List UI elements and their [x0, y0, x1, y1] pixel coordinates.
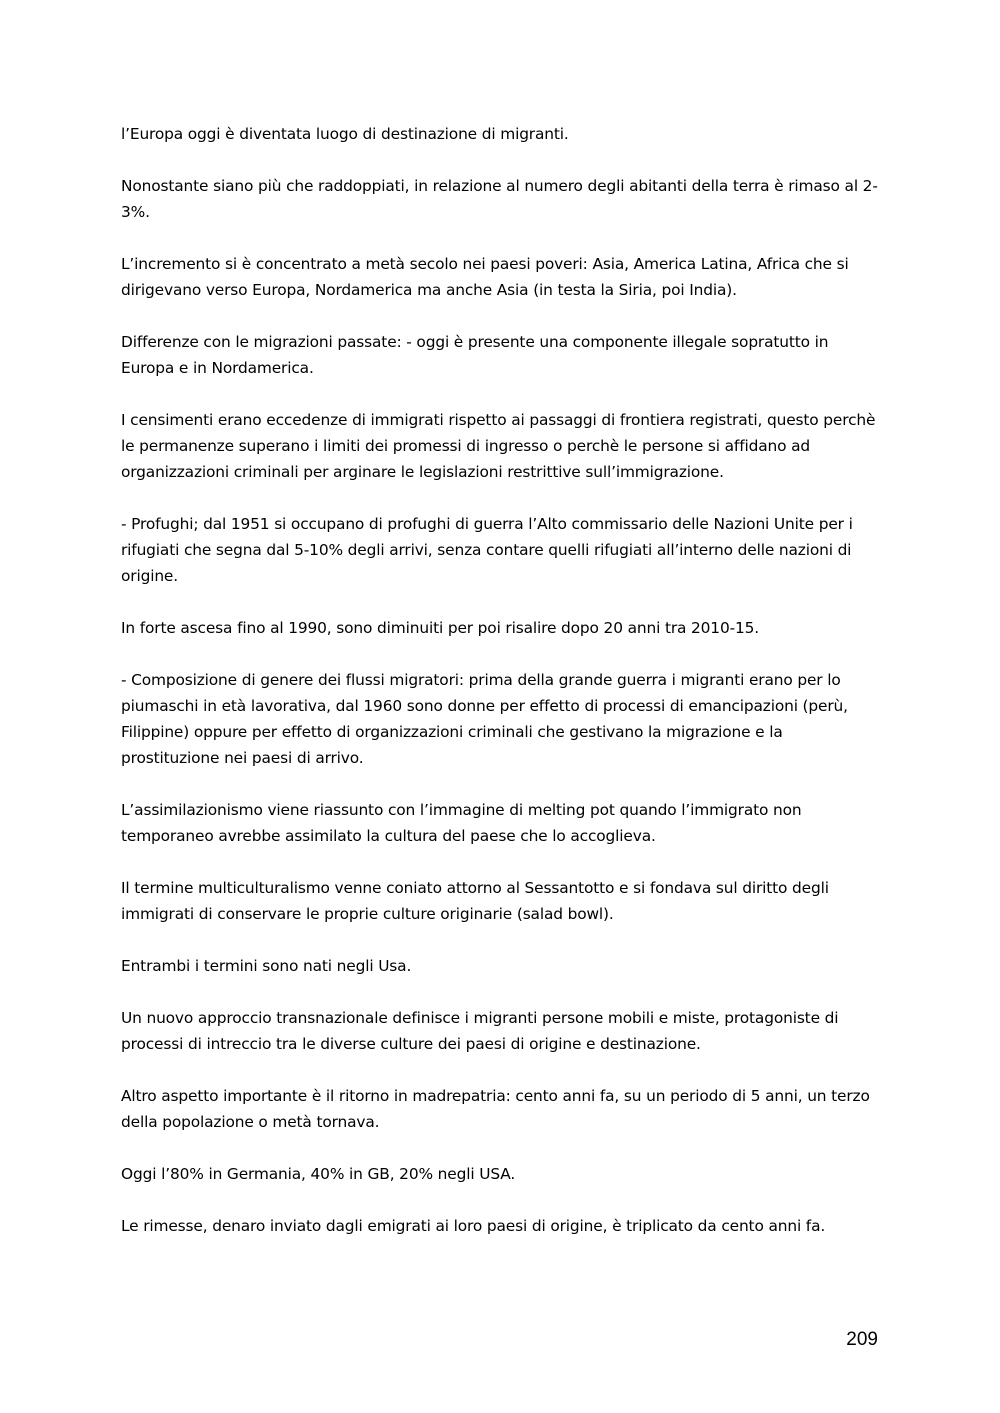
paragraph: Oggi l’80% in Germania, 40% in GB, 20% negli USA. — [121, 1165, 516, 1183]
paragraph: Altro aspetto importante è il ritorno in madrepatria: cento anni fa, su un periodo di 5 anni, un terzo della popolazione o metà tornava. — [121, 1087, 870, 1131]
paragraph: Le rimesse, denaro inviato dagli emigrati ai loro paesi di origine, è triplicato da cento anni fa. — [121, 1217, 826, 1235]
paragraph: Il termine multiculturalismo venne coniato attorno al Sessantotto e si fondava sul diritto degli immigrati di conservare le proprie culture originarie (salad bowl). — [121, 879, 829, 923]
paragraph: Entrambi i termini sono nati negli Usa. — [121, 957, 412, 975]
paragraph: In forte ascesa fino al 1990, sono diminuiti per poi risalire dopo 20 anni tra 2010-15. — [121, 619, 760, 637]
paragraph: l’Europa oggi è diventata luogo di destinazione di migranti. — [121, 125, 569, 143]
paragraph: L’assimilazionismo viene riassunto con l’immagine di melting pot quando l’immigrato non temporaneo avrebbe assimilato la cultura del paese che lo accoglieva. — [121, 801, 802, 845]
paragraph: Un nuovo approccio transnazionale definisce i migranti persone mobili e miste, protagoniste di processi di intreccio tra le diverse culture dei paesi di origine e destinazione. — [121, 1009, 839, 1053]
paragraph: - Composizione di genere dei flussi migratori: prima della grande guerra i migranti erano per lo piumaschi in età lavorativa, dal 1960 sono donne per effetto di processi di emancipazioni (perù, Filippine) oppure per effetto di organizzazioni criminali che gestivano la migrazione e la prostituzione nei paesi di arrivo. — [121, 671, 848, 767]
page-number: 209 — [846, 1329, 878, 1350]
paragraph: Nonostante siano più che raddoppiati, in relazione al numero degli abitanti della terra è rimaso al 2-3%. — [121, 177, 878, 221]
paragraph: - Profughi; dal 1951 si occupano di profughi di guerra l’Alto commissario delle Nazioni Unite per i rifugiati che segna dal 5-10% degli arrivi, senza contare quelli rifugiati all’interno delle nazioni di origine. — [121, 515, 853, 585]
body-text — [121, 121, 881, 1265]
paragraph: Differenze con le migrazioni passate: - oggi è presente una componente illegale sopratutto in Europa e in Nordamerica. — [121, 333, 829, 377]
paragraph: L’incremento si è concentrato a metà secolo nei paesi poveri: Asia, America Latina, Africa che si dirigevano verso Europa, Nordamerica ma anche Asia (in testa la Siria, poi India). — [121, 255, 849, 299]
paragraph: I censimenti erano eccedenze di immigrati rispetto ai passaggi di frontiera registrati, questo perchè le permanenze superano i limiti dei promessi di ingresso o perchè le persone si affidano ad organizzazioni criminali per arginare le legislazioni restrittive sull’immigrazione. — [121, 411, 876, 481]
